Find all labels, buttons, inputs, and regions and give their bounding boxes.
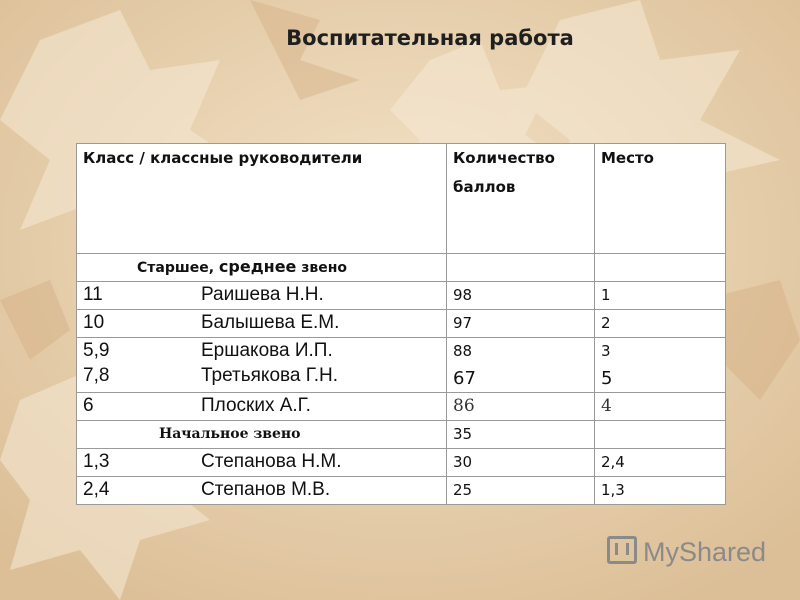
place-cell: 2	[595, 310, 726, 338]
section-label-senior: Старшее, среднее звено	[77, 254, 447, 282]
score-cell: 30	[447, 449, 595, 477]
place-cell: 3	[601, 342, 611, 360]
table-row	[77, 449, 726, 477]
teacher-name: Степанов М.В.	[201, 479, 331, 500]
class-number: 10	[83, 312, 105, 333]
score-cell: 88	[453, 342, 473, 360]
section-score-primary: 35	[447, 421, 595, 449]
teacher-name: Плоских А.Г.	[201, 395, 311, 416]
table-row	[77, 338, 726, 393]
score-cell: 86	[447, 393, 595, 421]
teacher-name: Ершакова И.П.	[201, 340, 333, 361]
class-number: 7,8	[83, 365, 110, 386]
table-row	[77, 393, 726, 421]
place-cell: 1	[595, 282, 726, 310]
results-table	[76, 143, 726, 505]
page-title: Воспитательная работа	[286, 26, 574, 50]
place-cell: 4	[595, 393, 726, 421]
teacher-name: Балышева Е.М.	[201, 312, 340, 333]
header-score: Количество баллов	[447, 144, 595, 254]
section-row-primary	[77, 421, 726, 449]
section-row-senior	[77, 254, 726, 282]
table-header-row	[77, 144, 726, 254]
class-number: 5,9	[83, 340, 110, 361]
place-cell: 5	[601, 368, 613, 389]
place-cell: 1,3	[595, 477, 726, 505]
score-cell: 97	[447, 310, 595, 338]
section-label-primary: Начальное звено	[77, 421, 447, 449]
score-cell: 67	[453, 368, 476, 389]
place-cell: 2,4	[595, 449, 726, 477]
class-number: 11	[83, 284, 103, 305]
table-row	[77, 282, 726, 310]
teacher-name: Степанова Н.М.	[201, 451, 342, 472]
table-row	[77, 477, 726, 505]
score-cell: 25	[447, 477, 595, 505]
header-place: Место	[595, 144, 726, 254]
myshared-watermark: MyShared	[607, 536, 766, 568]
teacher-name: Раишева Н.Н.	[201, 284, 324, 305]
class-number: 1,3	[83, 451, 110, 472]
header-class-teachers: Класс / классные руководители	[77, 144, 447, 254]
presentation-board-icon	[607, 536, 637, 564]
class-number: 2,4	[83, 479, 110, 500]
teacher-name: Третьякова Г.Н.	[201, 365, 338, 386]
score-cell: 98	[447, 282, 595, 310]
table-row	[77, 310, 726, 338]
class-number: 6	[83, 395, 94, 416]
